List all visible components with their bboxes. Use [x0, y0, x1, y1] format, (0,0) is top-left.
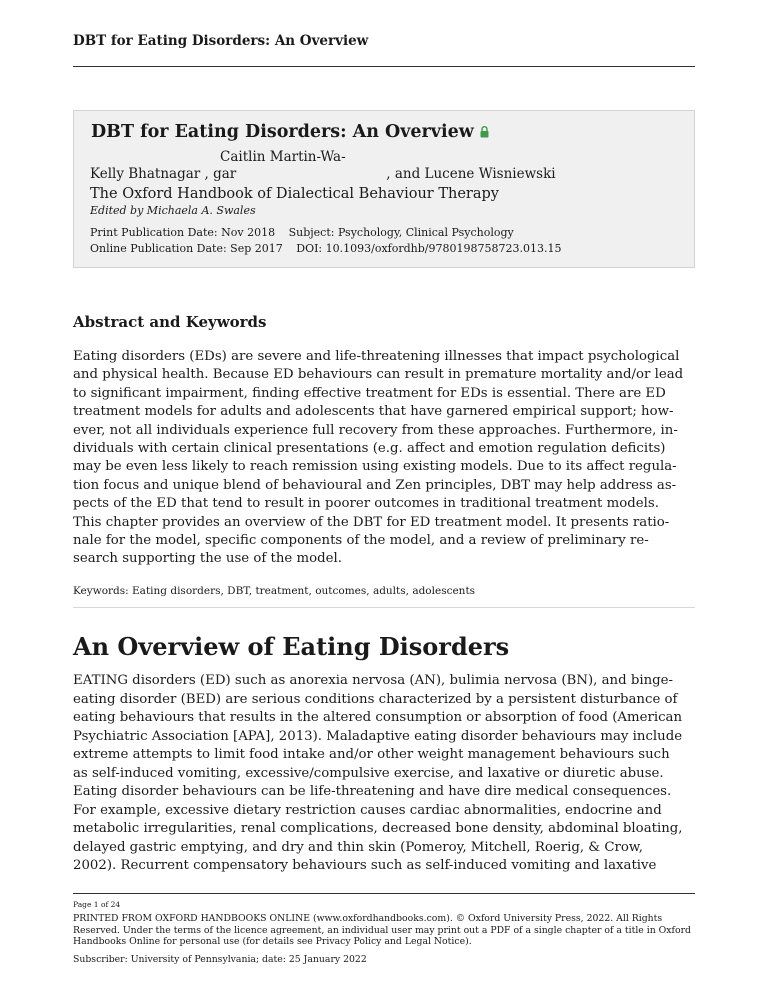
abstract-line: and physical health. Because ED behaviours can result in premature mortality and/or lead	[73, 367, 684, 383]
body-line: EATING disorders (ED) such as anorexia nervosa (AN), bulimia nervosa (BN), and binge-	[73, 673, 674, 688]
doi-link[interactable]: 10.1093/oxfordhb/9780198758723.013.15	[325, 242, 562, 255]
footer-divider	[73, 893, 695, 894]
abstract-line: dividuals with certain clinical presentations (e.g. affect and emotion regulation deficits)	[73, 441, 666, 457]
abstract-line: treatment models for adults and adolescents that have garnered empirical support; how-	[73, 404, 674, 420]
author-line-2	[90, 166, 556, 182]
abstract-line: This chapter provides an overview of the DBT for ED treatment model. It presents ratio-	[73, 514, 670, 530]
section-heading: An Overview of Eating Disorders	[73, 632, 510, 661]
lock-icon	[480, 123, 489, 135]
chapter-title	[91, 122, 489, 142]
header-divider	[73, 66, 695, 67]
abstract-line: to significant impairment, finding effective treatment for EDs is essential. There are ED	[73, 385, 666, 401]
abstract-line: may be even less likely to reach remission using existing models. Due to its affect regula-	[73, 459, 677, 475]
keywords-divider	[73, 607, 695, 608]
body-line: metabolic irregularities, renal complications, decreased bone density, abdominal bloating,	[73, 821, 683, 836]
doi-label: DOI:	[296, 242, 323, 255]
online-date: Sep 2017	[230, 242, 283, 255]
citation-box	[73, 110, 695, 268]
subject[interactable]: Psychology, Clinical Psychology	[337, 226, 514, 239]
print-date-label: Print Publication Date:	[90, 226, 218, 239]
abstract-line: nale for the model, specific components of the model, and a review of preliminary re-	[73, 533, 649, 549]
print-publication-info	[90, 226, 514, 239]
subject-label: Subject:	[288, 226, 335, 239]
body-line: eating behaviours that results in the altered consumption or absorption of food (American	[73, 710, 683, 725]
body-line: For example, excessive dietary restriction causes cardiac abnormalities, endocrine and	[73, 802, 662, 818]
page-number: Page 1 of 24	[73, 900, 121, 909]
body-line: delayed gastric emptying, and dry and thin skin (Pomeroy, Mitchell, Roerig, & Crow,	[73, 839, 643, 855]
author-kelly-bhatnagar[interactable]: Kelly Bhatnagar , gar	[90, 166, 237, 182]
print-date: Nov 2018	[221, 226, 276, 239]
chapter-title-text: DBT for Eating Disorders: An Overview	[91, 122, 474, 142]
section-body	[73, 672, 695, 876]
abstract-line: ever, not all individuals experience full recovery from these approaches. Furthermore, in-	[73, 422, 678, 438]
keywords: Keywords: Eating disorders, DBT, treatment, outcomes, adults, adolescents	[73, 585, 476, 597]
abstract-text	[73, 348, 695, 569]
body-line: Eating disorder behaviours can be life-threatening and have dire medical consequences.	[73, 784, 672, 799]
abstract-line: search supporting the use of the model.	[73, 551, 343, 567]
printed-notice: PRINTED FROM OXFORD HANDBOOKS ONLINE (www.oxfordhandbooks.com). © Oxford University Press, 2022. All Rights Reserved. Under the terms of the licence agreement, an individual user may print out a PDF of a single chapter of a title in Oxford Handbooks Online for personal use (for details see Privacy Policy and Legal Notice).	[73, 913, 691, 947]
abstract-line: pects of the ED that tend to result in poorer outcomes in traditional treatment models.	[73, 496, 659, 512]
body-line: extreme attempts to limit food intake and/or other weight management behaviours such	[73, 747, 670, 762]
body-line: 2002). Recurrent compensatory behaviours such as self-induced vomiting and laxative	[73, 858, 657, 873]
online-publication-info	[90, 242, 561, 255]
online-date-label: Online Publication Date:	[90, 242, 227, 255]
author-line-1: Caitlin Martin-Wa-	[220, 149, 346, 165]
subscriber-info: Subscriber: University of Pennsylvania; date: 25 January 2022	[73, 954, 367, 965]
body-line: as self-induced vomiting, excessive/compulsive exercise, and laxative or diuretic abuse.	[73, 765, 664, 781]
abstract-heading: Abstract and Keywords	[73, 313, 267, 331]
body-line: eating disorder (BED) are serious conditions characterized by a persistent disturbance of	[73, 691, 678, 707]
abstract-line: tion focus and unique blend of behavioural and Zen principles, DBT may help address as-	[73, 477, 677, 493]
running-head: DBT for Eating Disorders: An Overview	[73, 33, 369, 49]
book-title[interactable]: The Oxford Handbook of Dialectical Behaviour Therapy	[90, 186, 499, 202]
abstract-line: Eating disorders (EDs) are severe and life-threatening illnesses that impact psychological	[73, 349, 680, 364]
body-line: Psychiatric Association [APA], 2013). Maladaptive eating disorder behaviours may include	[73, 728, 683, 744]
author-lucene-wisniewski[interactable]: , and Lucene Wisniewski	[386, 166, 556, 182]
editor: Edited by Michaela A. Swales	[90, 204, 256, 217]
